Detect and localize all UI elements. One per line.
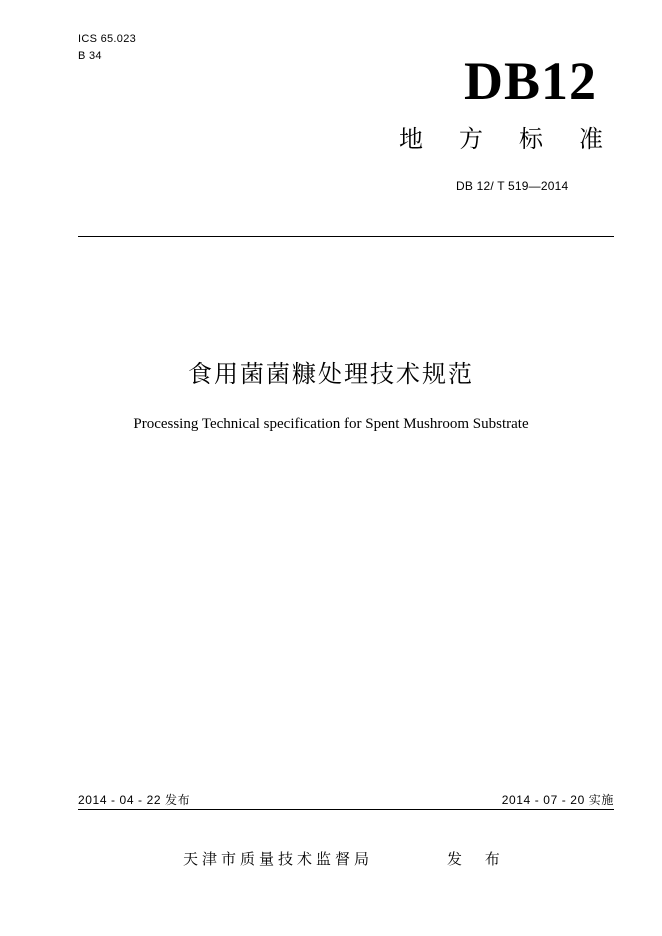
standard-type: 地方标准 bbox=[399, 125, 639, 153]
implementation-date: 2014 - 07 - 20 实施 bbox=[501, 793, 614, 807]
document-title-chinese: 食用菌菌糠处理技术规范 bbox=[188, 360, 474, 388]
issue-label: 发 布 bbox=[447, 850, 509, 868]
ics-code: ICS 65.023 bbox=[78, 33, 137, 45]
document-title-english: Processing Technical specification for Spent Mushroom Substrate bbox=[133, 416, 529, 432]
standard-number: DB 12/ T 519—2014 bbox=[456, 179, 569, 193]
classification-block bbox=[78, 31, 136, 65]
bottom-divider bbox=[78, 809, 614, 810]
standard-brand: DB12 bbox=[463, 51, 597, 111]
ccs-code: B 34 bbox=[78, 50, 102, 62]
release-date: 2014 - 04 - 22 发布 bbox=[78, 793, 191, 807]
top-divider bbox=[78, 236, 614, 237]
issuing-authority: 天津市质量技术监督局 bbox=[183, 850, 374, 868]
